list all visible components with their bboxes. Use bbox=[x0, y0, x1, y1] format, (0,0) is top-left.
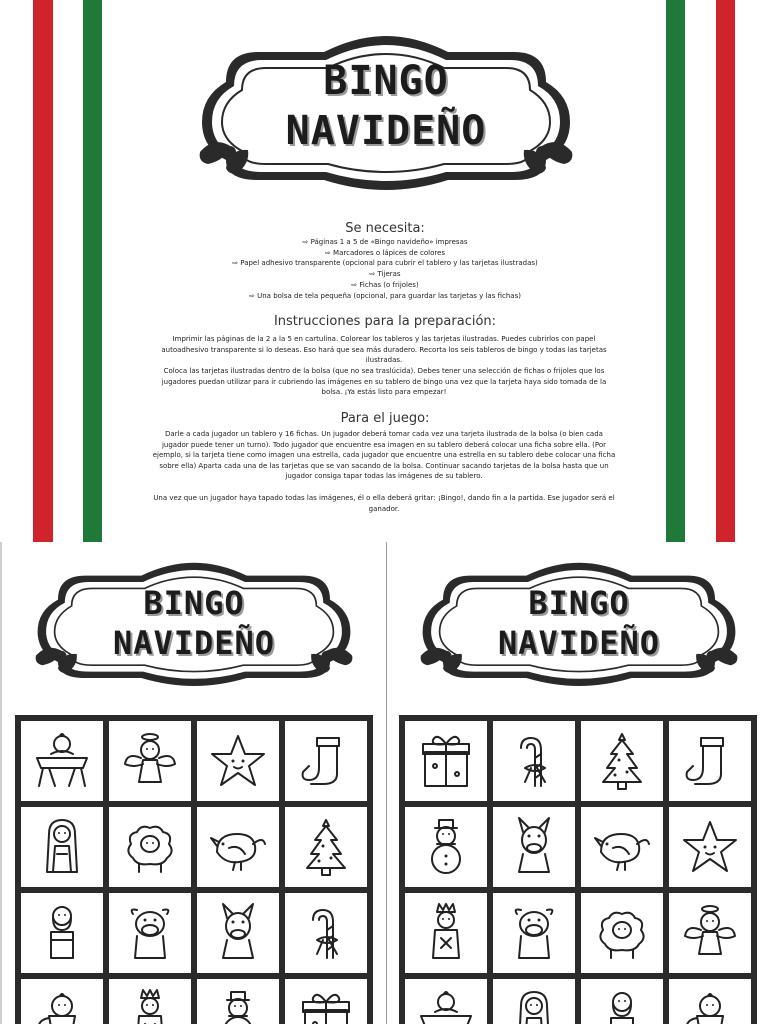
stocking-icon bbox=[677, 728, 743, 794]
preparation-paragraph-1: Imprimir las páginas de la 2 a la 5 en cartulina. Colorear los tableros y las tarjetas ilustradas. Puedes cubrirlos con papel autoadhesivo transparente si lo deseas. Eso hará que sea más duradero. Recorta los seis tableros de bingo y todas las tarjetas ilustradas. bbox=[161, 335, 607, 365]
joseph-icon bbox=[589, 986, 655, 1024]
star-icon bbox=[205, 728, 271, 794]
needs-heading: Se necesita: bbox=[345, 221, 425, 236]
list-item: ⇨ Una bolsa de tela pequeña (opcional, para guardar las tarjetas y las fichas) bbox=[249, 291, 521, 300]
bingo-cell bbox=[197, 893, 279, 973]
gift-icon bbox=[293, 986, 359, 1024]
sheep-icon bbox=[117, 814, 183, 880]
bingo-cell bbox=[669, 721, 751, 801]
bingo-cell bbox=[285, 721, 367, 801]
flag-stripe-green-right bbox=[666, 0, 685, 542]
stocking-icon bbox=[293, 728, 359, 794]
bingo-cell bbox=[493, 893, 575, 973]
bingo-cell bbox=[581, 979, 663, 1024]
angel-icon bbox=[117, 728, 183, 794]
preparation-paragraph-2: Coloca las tarjetas ilustradas dentro de la bolsa (que no sea traslúcida). Debes tener una selección de fichas o frijoles que los jugadores puedan utilizar para ir cubriendo las imágenes en su tablero de bingo una vez que la tarjeta haya sido tomada de la bolsa. ¡Ya estás listo para empezar! bbox=[161, 367, 607, 397]
bingo-cell bbox=[109, 979, 191, 1024]
bingo-cell bbox=[405, 807, 487, 887]
bingo-cell bbox=[109, 807, 191, 887]
star-icon bbox=[677, 814, 743, 880]
list-item: ⇨ Papel adhesivo transparente (opcional para cubrir el tablero y las tarjetas ilustradas) bbox=[232, 259, 538, 268]
gift-icon bbox=[413, 728, 479, 794]
sheep-icon bbox=[589, 900, 655, 966]
bingo-cell bbox=[581, 893, 663, 973]
bingo-cell bbox=[581, 807, 663, 887]
bingo-cell bbox=[493, 807, 575, 887]
king-icon bbox=[413, 900, 479, 966]
bingo-cell bbox=[669, 807, 751, 887]
bingo-cell bbox=[197, 807, 279, 887]
bingo-cell bbox=[669, 893, 751, 973]
baby-angel-icon bbox=[677, 986, 743, 1024]
flag-stripe-red-left bbox=[33, 0, 53, 542]
flag-stripe-white-right bbox=[685, 0, 716, 542]
christmas-tree-icon bbox=[589, 728, 655, 794]
bingo-cell bbox=[21, 979, 103, 1024]
bingo-cell bbox=[197, 979, 279, 1024]
card-title-line1: BINGO bbox=[528, 584, 630, 622]
donkey-icon bbox=[205, 900, 271, 966]
flag-stripe-white-left bbox=[53, 0, 83, 542]
flag-stripe-red-right bbox=[716, 0, 735, 542]
bingo-board bbox=[15, 715, 373, 1024]
bingo-card-page-2 bbox=[386, 542, 768, 1024]
bird-icon bbox=[589, 814, 655, 880]
card-title-line2: NAVIDEÑO bbox=[497, 624, 661, 662]
card-title-line2: NAVIDEÑO bbox=[112, 624, 276, 662]
main-title-line1: BINGO bbox=[323, 58, 449, 104]
bingo-cell bbox=[669, 979, 751, 1024]
christmas-tree-icon bbox=[293, 814, 359, 880]
bingo-cell bbox=[285, 807, 367, 887]
bingo-cell bbox=[197, 721, 279, 801]
bingo-cell bbox=[405, 979, 487, 1024]
bingo-board bbox=[399, 715, 757, 1024]
donkey-icon bbox=[501, 814, 567, 880]
list-item: ⇨ Marcadores o lápices de colores bbox=[324, 248, 446, 257]
snowman-icon bbox=[413, 814, 479, 880]
angel-icon bbox=[677, 900, 743, 966]
baby-jesus-manger-icon bbox=[29, 728, 95, 794]
cow-icon bbox=[117, 900, 183, 966]
card-title-line1: BINGO bbox=[143, 584, 245, 622]
bingo-cell bbox=[581, 721, 663, 801]
bird-icon bbox=[205, 814, 271, 880]
main-title-line2: NAVIDEÑO bbox=[285, 108, 487, 154]
mary-icon bbox=[501, 986, 567, 1024]
bingo-cell bbox=[21, 893, 103, 973]
bingo-cell bbox=[109, 893, 191, 973]
list-item: ⇨ Tijeras bbox=[369, 270, 401, 279]
bingo-cell bbox=[405, 893, 487, 973]
bingo-cell bbox=[21, 807, 103, 887]
game-paragraph-2: Una vez que un jugador haya tapado todas las imágenes, él o ella deberá gritar: ¡Bingo!, dando fin a la partida. Ese jugador será el ganador. bbox=[153, 494, 615, 513]
baby-jesus-manger-icon bbox=[413, 986, 479, 1024]
card-title-frame bbox=[24, 558, 364, 690]
game-heading: Para el juego: bbox=[340, 411, 430, 426]
needs-list bbox=[140, 237, 630, 301]
bingo-cell bbox=[21, 721, 103, 801]
bingo-cell bbox=[493, 721, 575, 801]
card-title-frame bbox=[409, 558, 749, 690]
bingo-cell bbox=[493, 979, 575, 1024]
king-icon bbox=[117, 986, 183, 1024]
bingo-cell bbox=[285, 979, 367, 1024]
baby-angel-icon bbox=[29, 986, 95, 1024]
snowman-icon bbox=[205, 986, 271, 1024]
bingo-cell bbox=[109, 721, 191, 801]
joseph-icon bbox=[29, 900, 95, 966]
cow-icon bbox=[501, 900, 567, 966]
mary-icon bbox=[29, 814, 95, 880]
game-paragraph-1: Darle a cada jugador un tablero y 16 fichas. Un jugador deberá tomar cada vez una tarjeta ilustrada de la bolsa (o bien cada jugador puede tener un turno). Todo jugador que encuentre esa imagen en su tablero deberá colocar una ficha sobre ella. (Por ejemplo, si la tarjeta tiene como imagen una estrella, cada jugador que encuentre una estrella en su tablero debe colocar una ficha sobre ella) Aparta cada una de las tarjetas que se van sacando de la bolsa. Continuar sacando tarjetas de la bolsa hasta que un jugador consiga tapar todas las imágenes de su tablero. bbox=[152, 430, 616, 481]
list-item: ⇨ Páginas 1 a 5 de «Bingo navideño» impresas bbox=[302, 238, 468, 246]
bingo-card-page-1 bbox=[0, 542, 386, 1024]
candy-cane-icon bbox=[501, 728, 567, 794]
list-item: ⇨ Fichas (o frijoles) bbox=[351, 280, 419, 289]
candy-cane-icon bbox=[293, 900, 359, 966]
main-title-frame bbox=[186, 30, 586, 195]
bingo-cell bbox=[285, 893, 367, 973]
preparation-heading: Instrucciones para la preparación: bbox=[273, 314, 497, 329]
bingo-cell bbox=[405, 721, 487, 801]
flag-stripe-green-left bbox=[83, 0, 102, 542]
